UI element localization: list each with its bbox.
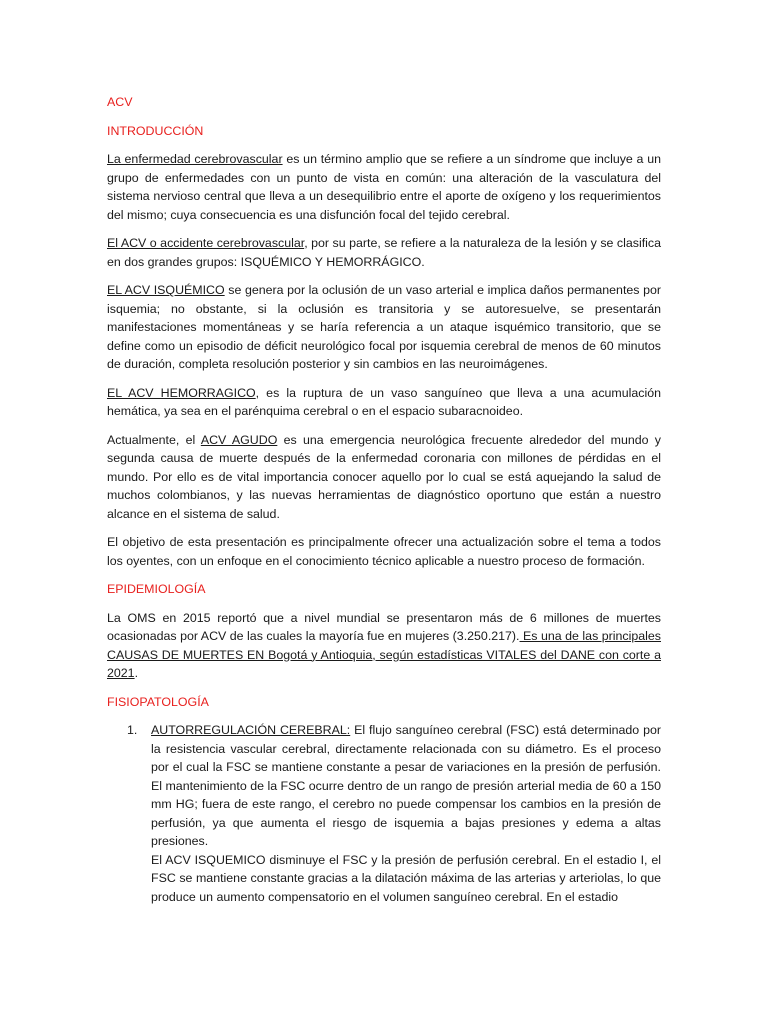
epi-paragraph-1-text: La OMS en 2015 reportó que a nivel mundial se presentaron más de 6 millones de muertes ocasionadas por ACV de las cuales la mayoría fue en mujeres (3.250.217). bbox=[107, 610, 661, 643]
section-heading-introduccion: INTRODUCCIÓN bbox=[107, 123, 204, 138]
list-item-text: El flujo sanguíneo cerebral (FSC) está determinado por la resistencia vascular cerebral, directamente relacionada con su diámetro. Es el proceso por el cual la FSC se mantiene constante a pesar de variaciones en la presión de perfusión. El mantenimiento de la FSC ocurre dentro de un rango de presión arterial media de 60 a 150 mm HG; fuera de este rango, el cerebro no puede compensar los cambios en la presión de perfusión, ya que aumenta el riesgo de isquemia a bajas presiones y edema a altas presiones. bbox=[151, 723, 662, 848]
term-acv-isquemico: EL ACV ISQUÉMICO bbox=[107, 283, 225, 297]
intro-paragraph-1-text: es un término amplio que se refiere a un síndrome que incluye a un grupo de enfermedades con un punto de vista en común: una alteración de la vasculatura del sistema nervioso central que lleva a un desequilibrio entre el aporte de oxígeno y los requerimientos del mismo; cuya consecuencia es una disfunción focal del tejido cerebral. bbox=[107, 152, 661, 222]
term-enfermedad-cerebrovascular: La enfermedad cerebrovascular bbox=[107, 152, 283, 166]
section-heading-fisiopatologia: FISIOPATOLOGÍA bbox=[107, 694, 209, 709]
intro-paragraph-5-text: es una emergencia neurológica frecuente alrededor del mundo y segunda causa de muerte después de la enfermedad coronaria con millones de pérdidas en el mundo. Por ello es de vital importancia conocer aquello por lo cual se está aquejando la salud de muchos colombianos, y las nuevas herramientas de diagnóstico oportuno que están a nuestro alcance en el sistema de salud. bbox=[107, 432, 661, 521]
intro-paragraph-2 bbox=[107, 234, 661, 271]
intro-paragraph-3 bbox=[107, 281, 661, 374]
epi-underlined-statement: Es una de las principales CAUSAS DE MUERTES EN Bogotá y Antioquia, según estadísticas VITALES del DANE con corte a 2021 bbox=[107, 629, 661, 680]
intro-paragraph-4-text: , es la ruptura de un vaso sanguíneo que lleva a una acumulación hemática, ya sea en el parénquima cerebral o en el espacio subaracnoideo. bbox=[107, 385, 661, 418]
epi-paragraph-1-end: . bbox=[134, 666, 139, 680]
intro-paragraph-4 bbox=[107, 384, 661, 421]
term-acv-agudo: ACV AGUDO bbox=[200, 432, 278, 447]
list-item-paragraph-2: El ACV ISQUEMICO disminuye el FSC y la presión de perfusión cerebral. En el estadio I, el FSC se mantiene constante gracias a la dilatación máxima de las arterias y arteriolas, lo que produce un aumento compensatorio en el volumen sanguíneo cerebral. En el estadio bbox=[151, 852, 661, 904]
list-item bbox=[127, 721, 662, 906]
intro-paragraph-3-text: se genera por la oclusión de un vaso arterial e implica daños permanentes por isquemia; no obstante, si la oclusión es transitoria y se autoresuelve, se presentarán manifestaciones momentáneas y se haría referencia a un ataque isquémico transitorio, que se define como un episodio de déficit neurológico focal por isquemia cerebral de menos de 60 minutos de duración, completa resolución posterior y sin cambios en las neuroimágenes. bbox=[107, 283, 662, 371]
document-page bbox=[107, 88, 661, 906]
intro-paragraph-6: El objetivo de esta presentación es principalmente ofrecer una actualización sobre el tema a todos los oyentes, con un enfoque en el conocimiento técnico aplicable a nuestro proceso de formación. bbox=[107, 535, 661, 568]
term-acv-hemorragico: EL ACV HEMORRAGICO bbox=[107, 385, 256, 400]
intro-paragraph-1 bbox=[107, 150, 661, 224]
epi-paragraph-1 bbox=[107, 609, 661, 683]
intro-paragraph-2-text: , por su parte, se refiere a la naturaleza de la lesión y se clasifica en dos grandes grupos: ISQUÉMICO Y HEMORRÁGICO. bbox=[107, 236, 661, 269]
intro-paragraph-5-lead: Actualmente, el bbox=[107, 432, 201, 447]
term-autorregulacion-cerebral: AUTORREGULACIÓN CEREBRAL: bbox=[151, 723, 351, 737]
intro-paragraph-5 bbox=[107, 431, 661, 524]
document-title: ACV bbox=[107, 95, 133, 109]
list-item-number: 1. bbox=[127, 723, 138, 737]
section-heading-epidemiologia: EPIDEMIOLOGÍA bbox=[107, 582, 206, 596]
term-acv: El ACV o accidente cerebrovascular bbox=[107, 236, 305, 250]
fisio-list bbox=[107, 721, 661, 906]
